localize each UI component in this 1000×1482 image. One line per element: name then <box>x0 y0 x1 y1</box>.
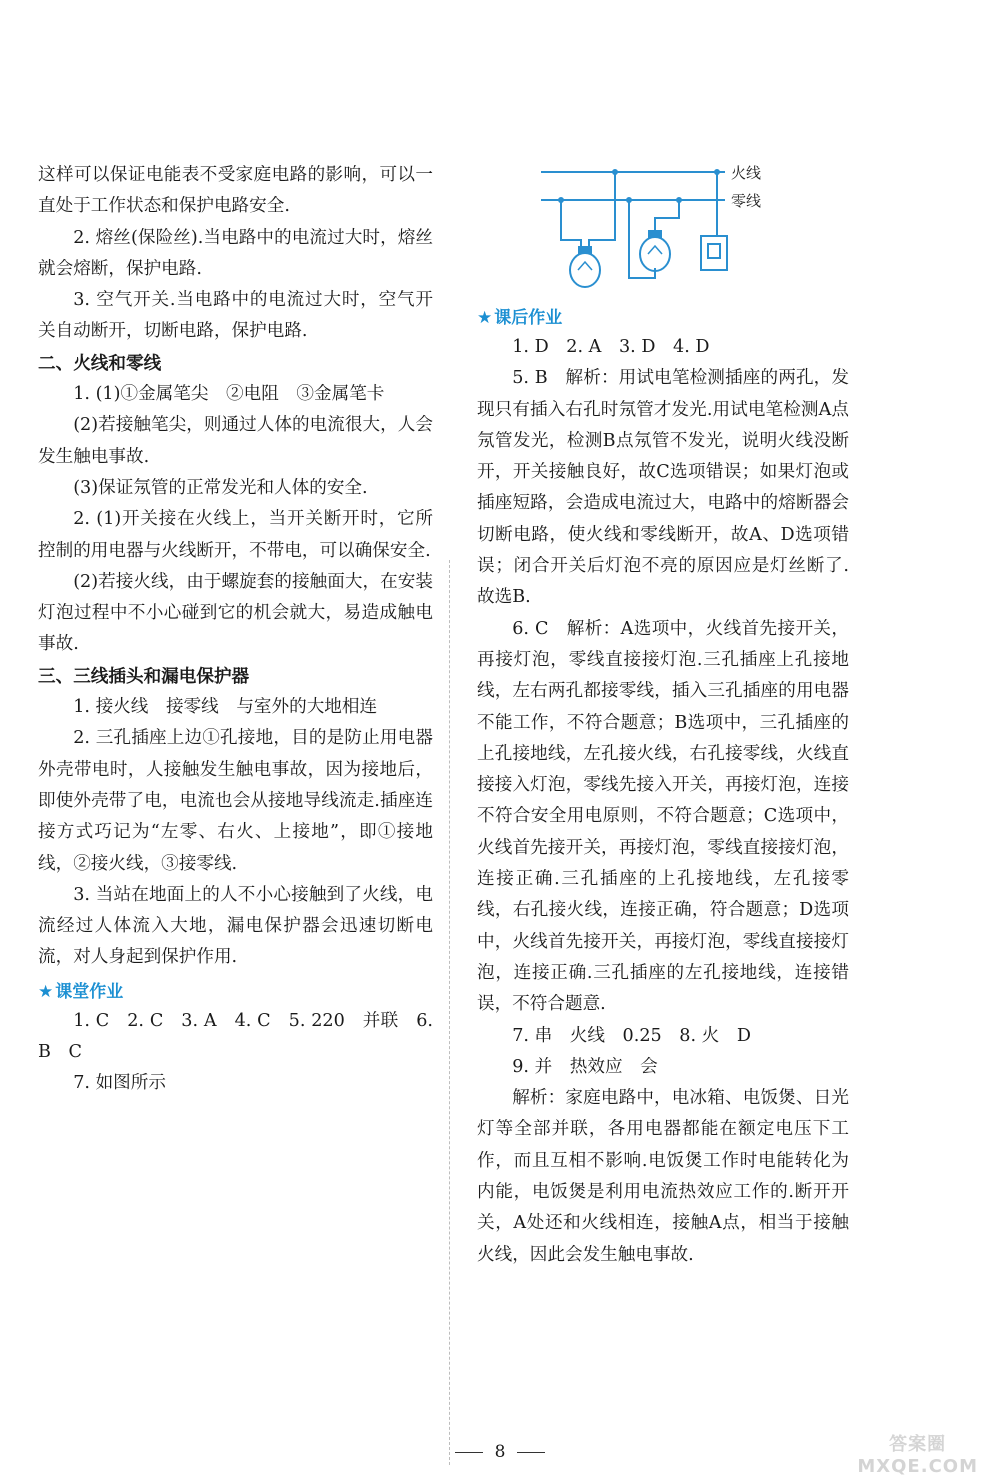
paragraph: 这样可以保证电能表不受家庭电路的影响，可以一直处于工作状态和保护电路安全. <box>38 165 433 217</box>
watermark <box>857 1434 978 1478</box>
bulb-icon <box>570 246 600 287</box>
star-icon: ★ <box>38 981 54 1002</box>
right-column <box>477 300 849 1271</box>
paragraph: 9. 并 热效应 会 <box>512 1056 658 1077</box>
paragraph: 6. C 解析：A选项中，火线首先接开关，再接灯泡，零线直接接灯泡.三孔插座上孔接地线，左右两孔都接零线，插入三孔插座的用电器不能工作，不符合题意；B选项中，三孔插座的上孔接地线，左孔接火线，右孔接零线，火线直接接入灯泡，零线先接入开关，再接灯泡，连接不符合安全用电原则，不符合题意；C选项中，火线首先接开关，再接灯泡，零线直接接灯泡，连接正确.三孔插座的上孔接地线，左孔接零线，右孔接火线，连接正确，符合题意；D选项中，火线首先接开关，再接灯泡，零线直接接灯泡，连接正确.三孔插座的左孔接地线，连接错误，不符合题意. <box>477 618 849 1015</box>
column-divider <box>449 560 450 1465</box>
classwork-heading-label: 课堂作业 <box>55 981 124 1002</box>
page-number-text: 8 <box>494 1442 506 1462</box>
paragraph: (2)若接触笔尖，则通过人体的电流很大，人会发生触电事故. <box>38 415 433 467</box>
live-wire-label: 火线 <box>731 164 762 182</box>
left-column <box>38 160 433 1100</box>
paragraph: 5. B 解析：用试电笔检测插座的两孔，发现只有插入右孔时氖管才发光.用试电笔检测A点氖管发光，检测B点氖管不发光，说明火线没断开，开关接触良好，故C选项错误；如果灯泡或插座短路，会造成电流过大，电路中的熔断器会切断电路，使火线和零线断开，故A、D选项错误；闭合开关后灯泡不亮的原因应是灯丝断了.故选B. <box>477 368 849 608</box>
paragraph: 2. (1)开关接在火线上，当开关断开时，它所控制的用电器与火线断开，不带电，可以确保安全. <box>38 509 433 561</box>
paragraph: 3. 当站在地面上的人不小心接触到了火线，电流经过人体流入大地，漏电保护器会迅速切断电流，对人身起到保护作用. <box>38 884 433 968</box>
circuit-diagram <box>527 158 777 293</box>
paragraph: 2. 三孔插座上边①孔接地，目的是防止用电器外壳带电时，人接触发生触电事故，因为接地后，即使外壳带了电，电流也会从接地导线流走.插座连接方式巧记为“左零、右火、上接地”，即①接地线，②接火线，③接零线. <box>38 728 433 874</box>
paragraph: 7. 串 火线 0.25 8. 火 D <box>512 1025 751 1046</box>
watermark-line: 答案圈 <box>889 1434 947 1455</box>
section-heading: 三、三线插头和漏电保护器 <box>38 665 250 687</box>
section-heading: 二、火线和零线 <box>38 352 162 374</box>
bulb-icon <box>640 230 670 271</box>
homework-heading-label: 课后作业 <box>494 308 563 328</box>
paragraph: 1. C 2. C 3. A 4. C 5. 220 并联 6. B C <box>38 1010 433 1063</box>
paragraph: 1. (1)①金属笔尖 ②电阻 ③金属笔卡 <box>73 384 385 405</box>
paragraph: 1. 接火线 接零线 与室外的大地相连 <box>73 697 378 718</box>
star-icon: ★ <box>477 308 493 328</box>
paragraph: 7. 如图所示 <box>73 1073 166 1094</box>
paragraph: (3)保证氖管的正常发光和人体的安全. <box>73 477 368 498</box>
paragraph: 解析：家庭电路中，电冰箱、电饭煲、日光灯等全部并联，各用电器都能在额定电压下工作，而且互相不影响.电饭煲工作时电能转化为内能，电饭煲是利用电流热效应工作的.断开开关，A处还和火线相连，接触A点，相当于接触火线，因此会发生触电事故. <box>477 1088 849 1265</box>
paragraph: 3. 空气开关.当电路中的电流过大时，空气开关自动断开，切断电路，保护电路. <box>38 290 433 342</box>
paragraph: 2. 熔丝(保险丝).当电路中的电流过大时，熔丝就会熔断，保护电路. <box>38 227 433 279</box>
neutral-wire-label: 零线 <box>731 192 762 210</box>
watermark-line: MXQE.COM <box>857 1456 978 1477</box>
paragraph: (2)若接火线，由于螺旋套的接触面大，在安装灯泡过程中不小心碰到它的机会就大，易造成触电事故. <box>38 571 433 655</box>
paragraph: 1. D 2. A 3. D 4. D <box>512 337 710 357</box>
classwork-heading <box>38 977 433 1002</box>
homework-heading <box>477 303 849 328</box>
page-number <box>0 1442 1000 1462</box>
